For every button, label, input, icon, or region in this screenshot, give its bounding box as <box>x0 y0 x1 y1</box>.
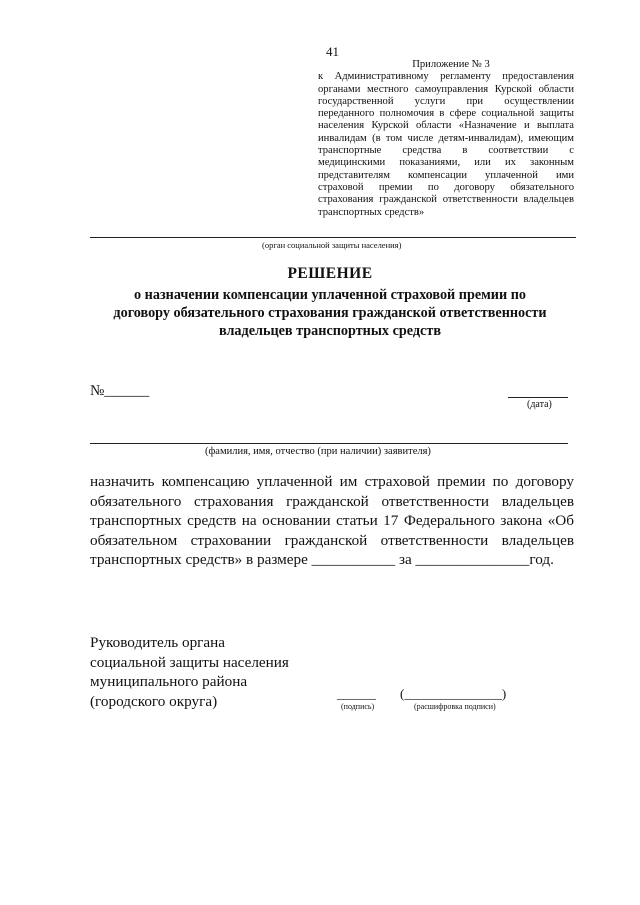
appendix-line: медицинскими показаниями, или их законным <box>318 157 574 169</box>
applicant-line <box>90 443 568 444</box>
appendix-line: страховой премии по договору обязательного <box>318 181 574 193</box>
signature-caption: (подпись) <box>341 702 375 711</box>
signatory-block <box>90 633 289 711</box>
signatory-line: муниципального района <box>90 673 248 690</box>
appendix-line: транспортные средства в соответствии с <box>318 145 574 157</box>
signature-blank: ______ <box>337 686 376 701</box>
subtitle-line: владельцев транспортных средств <box>219 323 441 340</box>
signatory-line: социальной защиты населения <box>90 653 289 671</box>
signatory-line: (городского округа) <box>90 692 218 710</box>
date-line <box>508 397 568 398</box>
page-number: 41 <box>326 44 339 59</box>
body-line: транспортных средств» в размере ___________ за _______________год. <box>90 551 554 568</box>
decode-caption: (расшифровка подписи) <box>414 702 496 711</box>
decision-number: №______ <box>90 383 150 399</box>
subtitle-line: договору обязательного страхования гражданской ответственности <box>113 305 547 322</box>
appendix-line: населения Курской области «Назначение и выплата <box>318 120 574 132</box>
signatory-line: Руководитель органа <box>90 634 226 651</box>
appendix-line: государственной услуги при осуществлении <box>318 95 574 107</box>
decode-blank: (_______________) <box>400 686 507 701</box>
appendix-line: инвалидам (в том числе детям-инвалидам), имеющим <box>318 132 574 144</box>
subtitle-line: о назначении компенсации уплаченной страховой премии по <box>134 287 526 303</box>
document-title: РЕШЕНИЕ <box>287 265 373 282</box>
organ-caption: (орган социальной защиты населения) <box>262 240 402 250</box>
decision-body <box>90 472 574 570</box>
appendix-line: переданного полномочия в сфере социальной защиты <box>318 108 574 120</box>
applicant-caption: (фамилия, имя, отчество (при наличии) заявителя) <box>205 446 431 457</box>
organ-line <box>90 237 576 238</box>
appendix-line: представителям компенсации уплаченной ими <box>318 169 574 181</box>
document-subtitle <box>60 286 600 341</box>
appendix-line: к Административному регламенту предоставления <box>318 71 574 83</box>
appendix-line: страхования гражданской ответственности владельцев <box>318 194 574 206</box>
appendix-line: транспортных средств» <box>318 206 425 218</box>
date-caption: (дата) <box>527 399 552 410</box>
body-line: назначить компенсацию уплаченной им страховой премии по договору <box>90 473 574 490</box>
appendix-title: Приложение № 3 <box>412 59 490 70</box>
body-line: обязательном страховании гражданской ответственности владельцев <box>90 531 574 549</box>
body-line: обязательного страхования гражданской ответственности владельцев <box>90 492 574 510</box>
body-line: транспортных средств на основании статьи 17 Федерального закона «Об <box>90 512 574 529</box>
appendix-line: органами местного самоуправления Курской области <box>318 83 574 95</box>
appendix-block <box>318 59 574 219</box>
